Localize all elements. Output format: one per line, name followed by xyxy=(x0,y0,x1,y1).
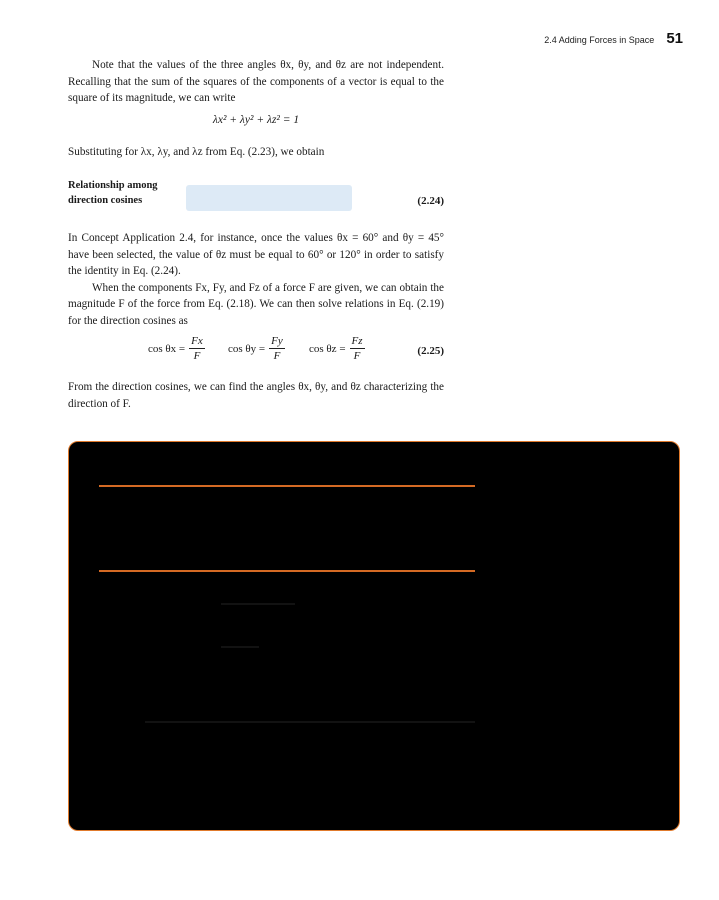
fraction-fy-over-f xyxy=(269,334,285,363)
paragraph-angles-not-independent xyxy=(68,57,444,107)
page-number: 51 xyxy=(666,30,683,47)
cos-theta-y xyxy=(228,334,285,363)
paragraph-text: In Concept Application 2.4, for instance, once the values θx = 60° and θy = 45° have been selected, the value of θz must be equal to 60° or 120° in order to satisfy the identity in Eq. (2.24). xyxy=(68,232,444,277)
paragraph-text: Substituting for λx, λy, and λz from Eq. (2.23), we obtain xyxy=(68,146,325,158)
equation-number-2-25: (2.25) xyxy=(417,345,444,357)
denominator-f: F xyxy=(353,350,361,362)
paragraph-substituting xyxy=(68,144,444,161)
cos-theta-z xyxy=(309,334,365,363)
orange-divider-bottom xyxy=(99,570,475,572)
section-title: 2.4 Adding Forces in Space xyxy=(544,35,655,45)
equation-2-25 xyxy=(68,334,444,366)
numerator-fz: Fz xyxy=(351,335,363,347)
numerator-fy: Fy xyxy=(271,335,283,347)
faint-mark xyxy=(221,646,259,648)
equation-number-2-24: (2.24) xyxy=(417,195,444,207)
paragraph-text: Note that the values of the three angles θx, θy, and θz are not independent. Recalling that the sum of the squares of the components of a vector is equal to the square of its magnitude, we can write xyxy=(68,59,444,104)
equation-side-label xyxy=(68,178,158,208)
equation-2-24-highlight xyxy=(186,185,352,211)
paragraph-text: From the direction cosines, we can find the angles θx, θy, and θz characterizing the direction of F. xyxy=(68,381,444,410)
denominator-f: F xyxy=(273,350,281,362)
faint-mark xyxy=(145,721,475,723)
cos-z-lhs: cos θz = xyxy=(309,342,346,355)
faint-mark xyxy=(221,603,295,605)
numerator-fx: Fx xyxy=(191,335,203,347)
equation-lambda-identity: λx² + λy² + λz² = 1 xyxy=(212,114,300,126)
denominator-f: F xyxy=(193,350,201,362)
paragraph-text-2: When the components Fx, Fy, and Fz of a force F are given, we can obtain the magnitude F of the force from Eq. (2.18). We can then solve relations in Eq. (2.19) for the direction cosines as xyxy=(68,281,444,327)
redacted-sample-problem-box xyxy=(68,441,680,831)
fraction-fz-over-f xyxy=(350,334,365,363)
cos-theta-x xyxy=(148,334,205,363)
fraction-fx-over-f xyxy=(189,334,205,363)
label-line-2: direction cosines xyxy=(68,195,143,206)
running-header xyxy=(544,30,683,47)
paragraph-direction-cosines xyxy=(68,379,444,412)
paragraph-concept-application xyxy=(68,230,444,329)
label-line-1: Relationship among xyxy=(68,180,158,191)
cos-x-lhs: cos θx = xyxy=(148,342,186,355)
orange-divider-top xyxy=(99,485,475,487)
cos-y-lhs: cos θy = xyxy=(228,342,266,355)
